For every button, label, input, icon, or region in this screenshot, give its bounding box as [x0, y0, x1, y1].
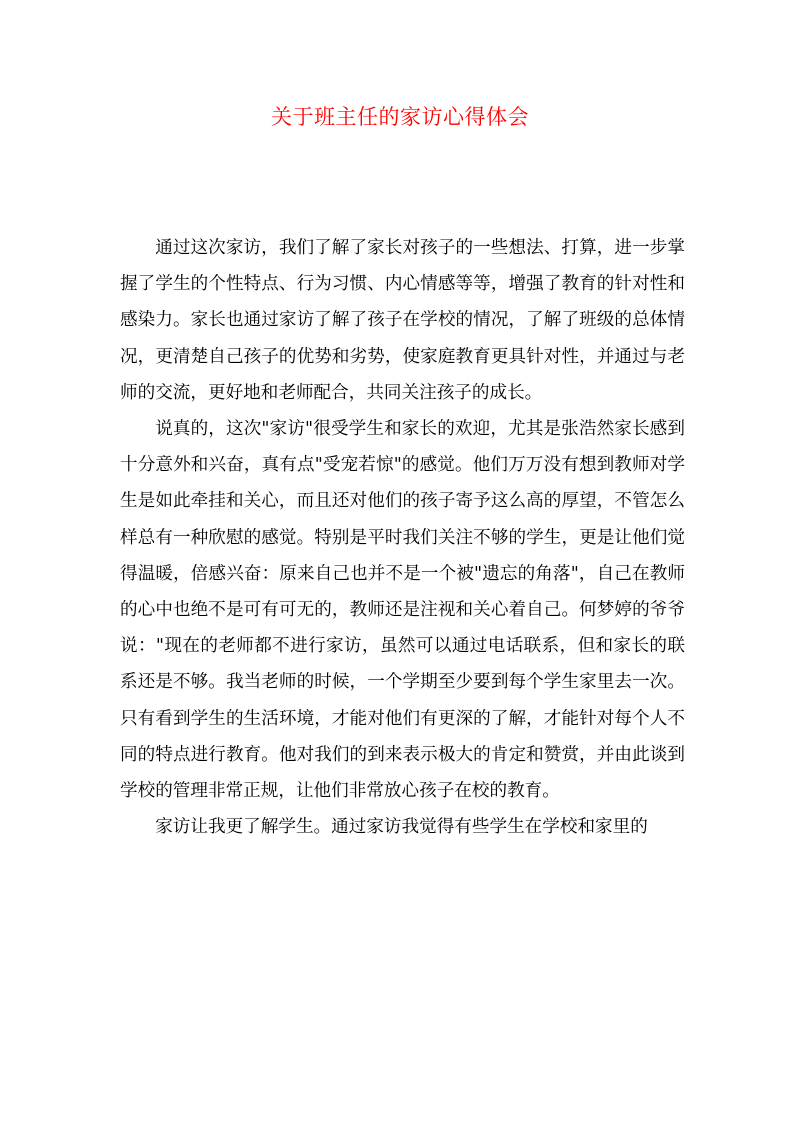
document-title: 关于班主任的家访心得体会 — [271, 105, 529, 129]
paragraph-2: 说真的，这次"家访"很受学生和家长的欢迎，尤其是张浩然家长感到十分意外和兴奋，真有点"受宠若惊"的感觉。他们万万没有想到教师对学生是如此牵挂和关心，而且还对他们的孩子寄予这么高的厚望，不管怎么样总有一种欣慰的感觉。特别是平时我们关注不够的学生，更是让他们觉得温暖，倍感兴奋：原来自己也并不是一个被"遗忘的角落"，自己在教师的心中也绝不是可有可无的，教师还是注视和关心着自己。何梦婷的爷爷说："现在的老师都不进行家访，虽然可以通过电话联系，但和家长的联系还是不够。我当老师的时候，一个学期至少要到每个学生家里去一次。只有看到学生的生活环境，才能对他们有更深的了解，才能针对每个人不同的特点进行教育。他对我们的到来表示极大的肯定和赞赏，并由此谈到学校的管理非常正规，让他们非常放心孩子在校的教育。 — [120, 419, 685, 802]
document-body — [120, 230, 685, 845]
paragraph-3: 家访让我更了解学生。通过家访我觉得有些学生在学校和家里的 — [155, 817, 648, 838]
paragraph-1: 通过这次家访，我们了解了家长对孩子的一些想法、打算，进一步掌握了学生的个性特点、行为习惯、内心情感等等，增强了教育的针对性和感染力。家长也通过家访了解了孩子在学校的情况，了解了班级的总体情况，更清楚自己孩子的优势和劣势，使家庭教育更具针对性，并通过与老师的交流，更好地和老师配合，共同关注孩子的成长。 — [120, 238, 685, 403]
